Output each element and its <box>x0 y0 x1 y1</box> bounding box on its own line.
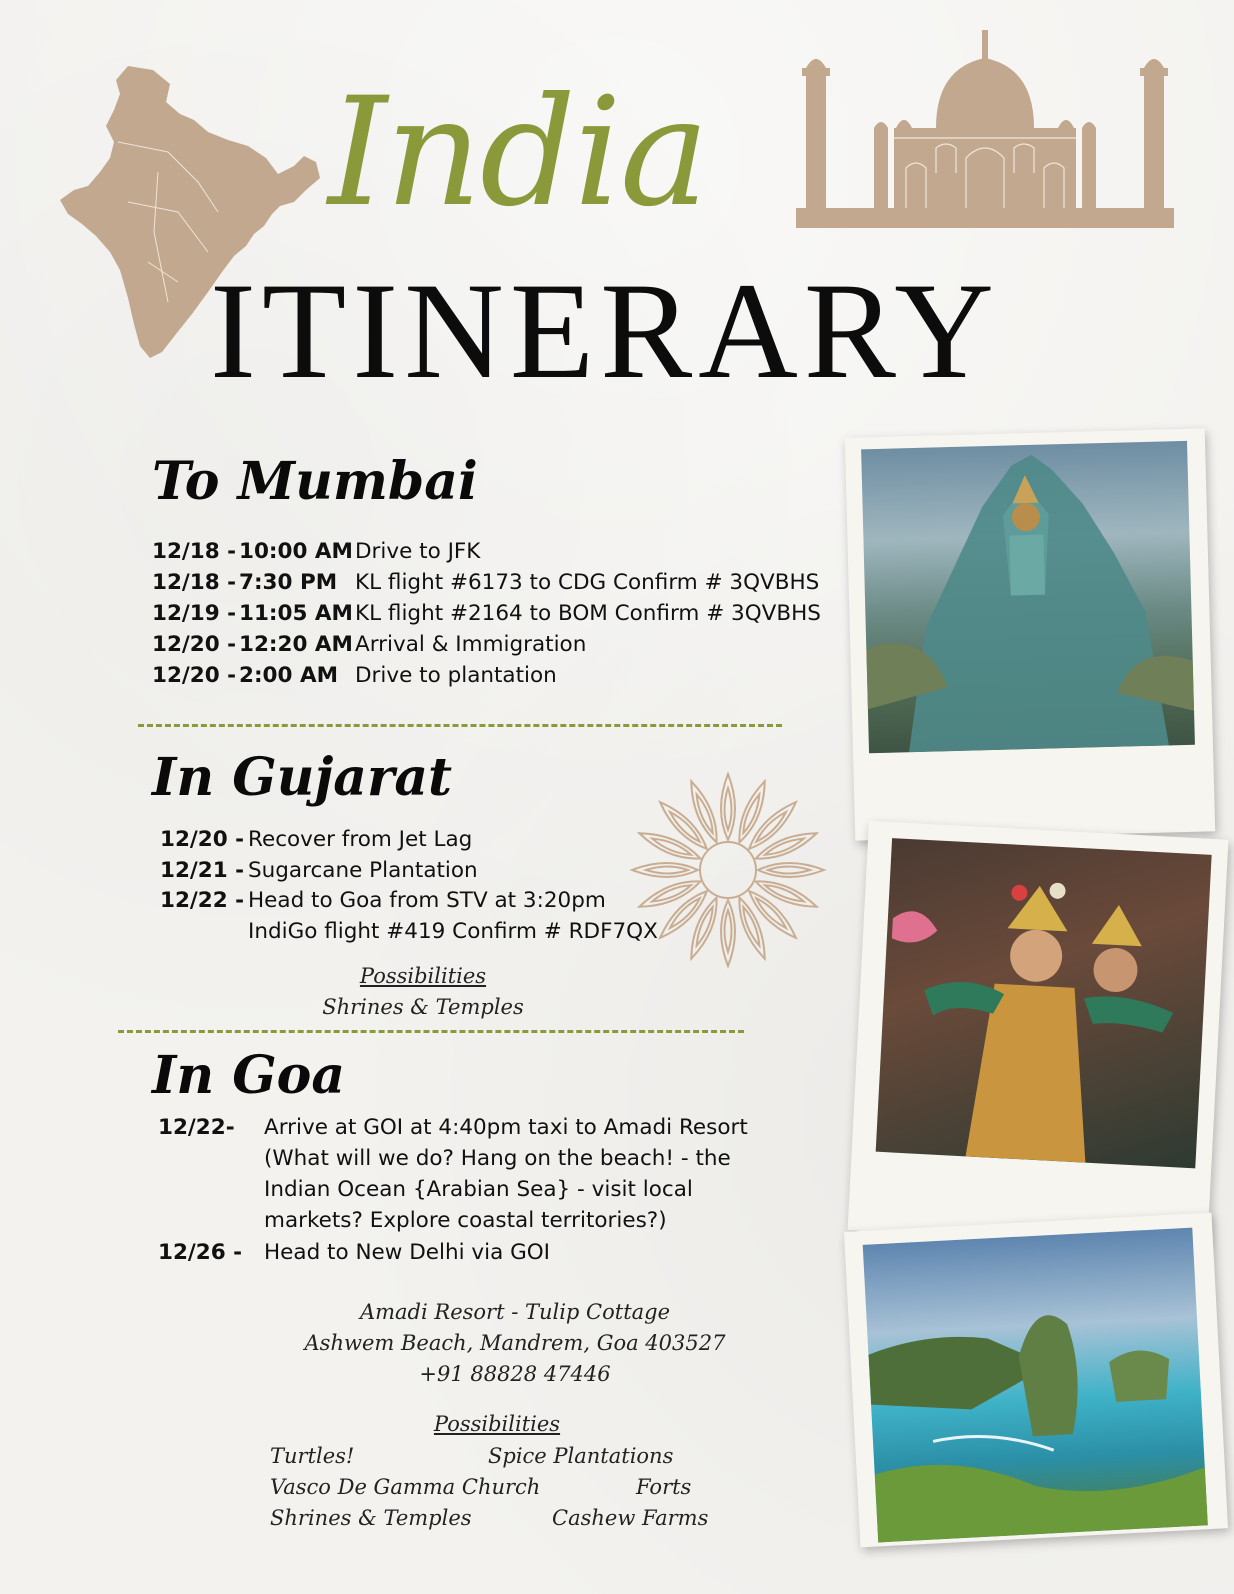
row-date: 12/22- <box>158 1115 235 1140</box>
dancers-illustration <box>876 838 1212 1168</box>
row-text: IndiGo flight #419 Confirm # RDF7QX <box>248 919 658 944</box>
polaroid-frame <box>845 428 1215 840</box>
section-divider <box>118 1030 744 1033</box>
schedule-row <box>152 536 480 567</box>
phone-number: +91 88828 47446 <box>419 1362 611 1386</box>
row-text-line: markets? Explore coastal territories?) <box>264 1208 667 1233</box>
possibility-item: Shrines & Temples <box>270 1506 472 1530</box>
row-date: 12/22 - <box>160 888 245 913</box>
address-line: Amadi Resort - Tulip Cottage <box>359 1300 671 1324</box>
row-text-line: (What will we do? Hang on the beach! - the <box>264 1146 731 1171</box>
statue-illustration <box>861 441 1195 753</box>
schedule-row <box>158 1112 235 1143</box>
row-text: Sugarcane Plantation <box>248 858 478 883</box>
row-text-line: Arrive at GOI at 4:40pm taxi to Amadi Resort <box>264 1115 748 1140</box>
row-time: 7:30 PM <box>239 570 338 595</box>
row-time: 11:05 AM <box>239 601 353 626</box>
possibility-item: Spice Plantations <box>488 1444 674 1468</box>
possibility-item: Turtles! <box>270 1444 355 1468</box>
row-time: 10:00 AM <box>239 539 353 564</box>
row-date: 12/20 - <box>152 663 237 688</box>
row-text-line: Indian Ocean {Arabian Sea} - visit local <box>264 1177 693 1202</box>
possibility-item: Vasco De Gamma Church <box>270 1475 541 1499</box>
row-date: 12/18 - <box>152 570 237 595</box>
row-date: 12/19 - <box>152 601 237 626</box>
coastal-cliffs-photo <box>863 1228 1208 1543</box>
title-main: ITINERARY <box>210 254 1000 407</box>
address-line: Ashwem Beach, Mandrem, Goa 403527 <box>304 1331 726 1355</box>
row-date: 12/26 - <box>158 1240 243 1265</box>
section-heading-gujarat: In Gujarat <box>152 747 453 808</box>
dancers-photo <box>876 838 1212 1168</box>
schedule-row-text <box>264 1112 748 1236</box>
schedule-row <box>152 598 821 629</box>
polaroid-frame <box>848 821 1229 1249</box>
goa-possibilities-label: Possibilities <box>433 1412 561 1436</box>
row-text: Recover from Jet Lag <box>248 827 473 852</box>
possibility-item: Cashew Farms <box>552 1506 709 1530</box>
row-text: KL flight #6173 to CDG Confirm # 3QVBHS <box>355 570 820 595</box>
row-text: Arrival & Immigration <box>355 632 587 657</box>
taj-mahal-icon <box>796 28 1174 230</box>
polaroid-frame <box>844 1213 1228 1548</box>
mandala-icon <box>628 770 828 970</box>
row-text: KL flight #2164 to BOM Confirm # 3QVBHS <box>355 601 821 626</box>
title-script: India <box>328 66 708 240</box>
section-divider <box>138 724 782 727</box>
row-text: Head to Goa from STV at 3:20pm <box>248 888 606 913</box>
garuda-statue-photo <box>861 441 1195 753</box>
section-heading-mumbai: To Mumbai <box>152 451 478 512</box>
schedule-row <box>152 629 586 660</box>
section-heading-goa: In Goa <box>152 1045 346 1106</box>
schedule-row <box>160 916 658 947</box>
schedule-row <box>152 660 557 691</box>
schedule-row <box>158 1237 550 1268</box>
possibility-item: Forts <box>636 1475 692 1499</box>
row-date: 12/20 - <box>160 827 245 852</box>
row-text: Drive to plantation <box>355 663 557 688</box>
schedule-row <box>160 885 606 916</box>
schedule-row <box>160 855 478 886</box>
schedule-row <box>160 824 472 855</box>
cliffs-illustration <box>863 1228 1208 1543</box>
row-text: Head to New Delhi via GOI <box>264 1240 551 1265</box>
row-time: 2:00 AM <box>239 663 338 688</box>
row-date: 12/20 - <box>152 632 237 657</box>
row-date: 12/21 - <box>160 858 245 883</box>
row-text: Drive to JFK <box>355 539 481 564</box>
row-date: 12/18 - <box>152 539 237 564</box>
gujarat-possibilities: Shrines & Temples <box>322 995 524 1019</box>
gujarat-possibilities-label: Possibilities <box>359 964 487 988</box>
schedule-row <box>152 567 819 598</box>
row-time: 12:20 AM <box>239 632 353 657</box>
